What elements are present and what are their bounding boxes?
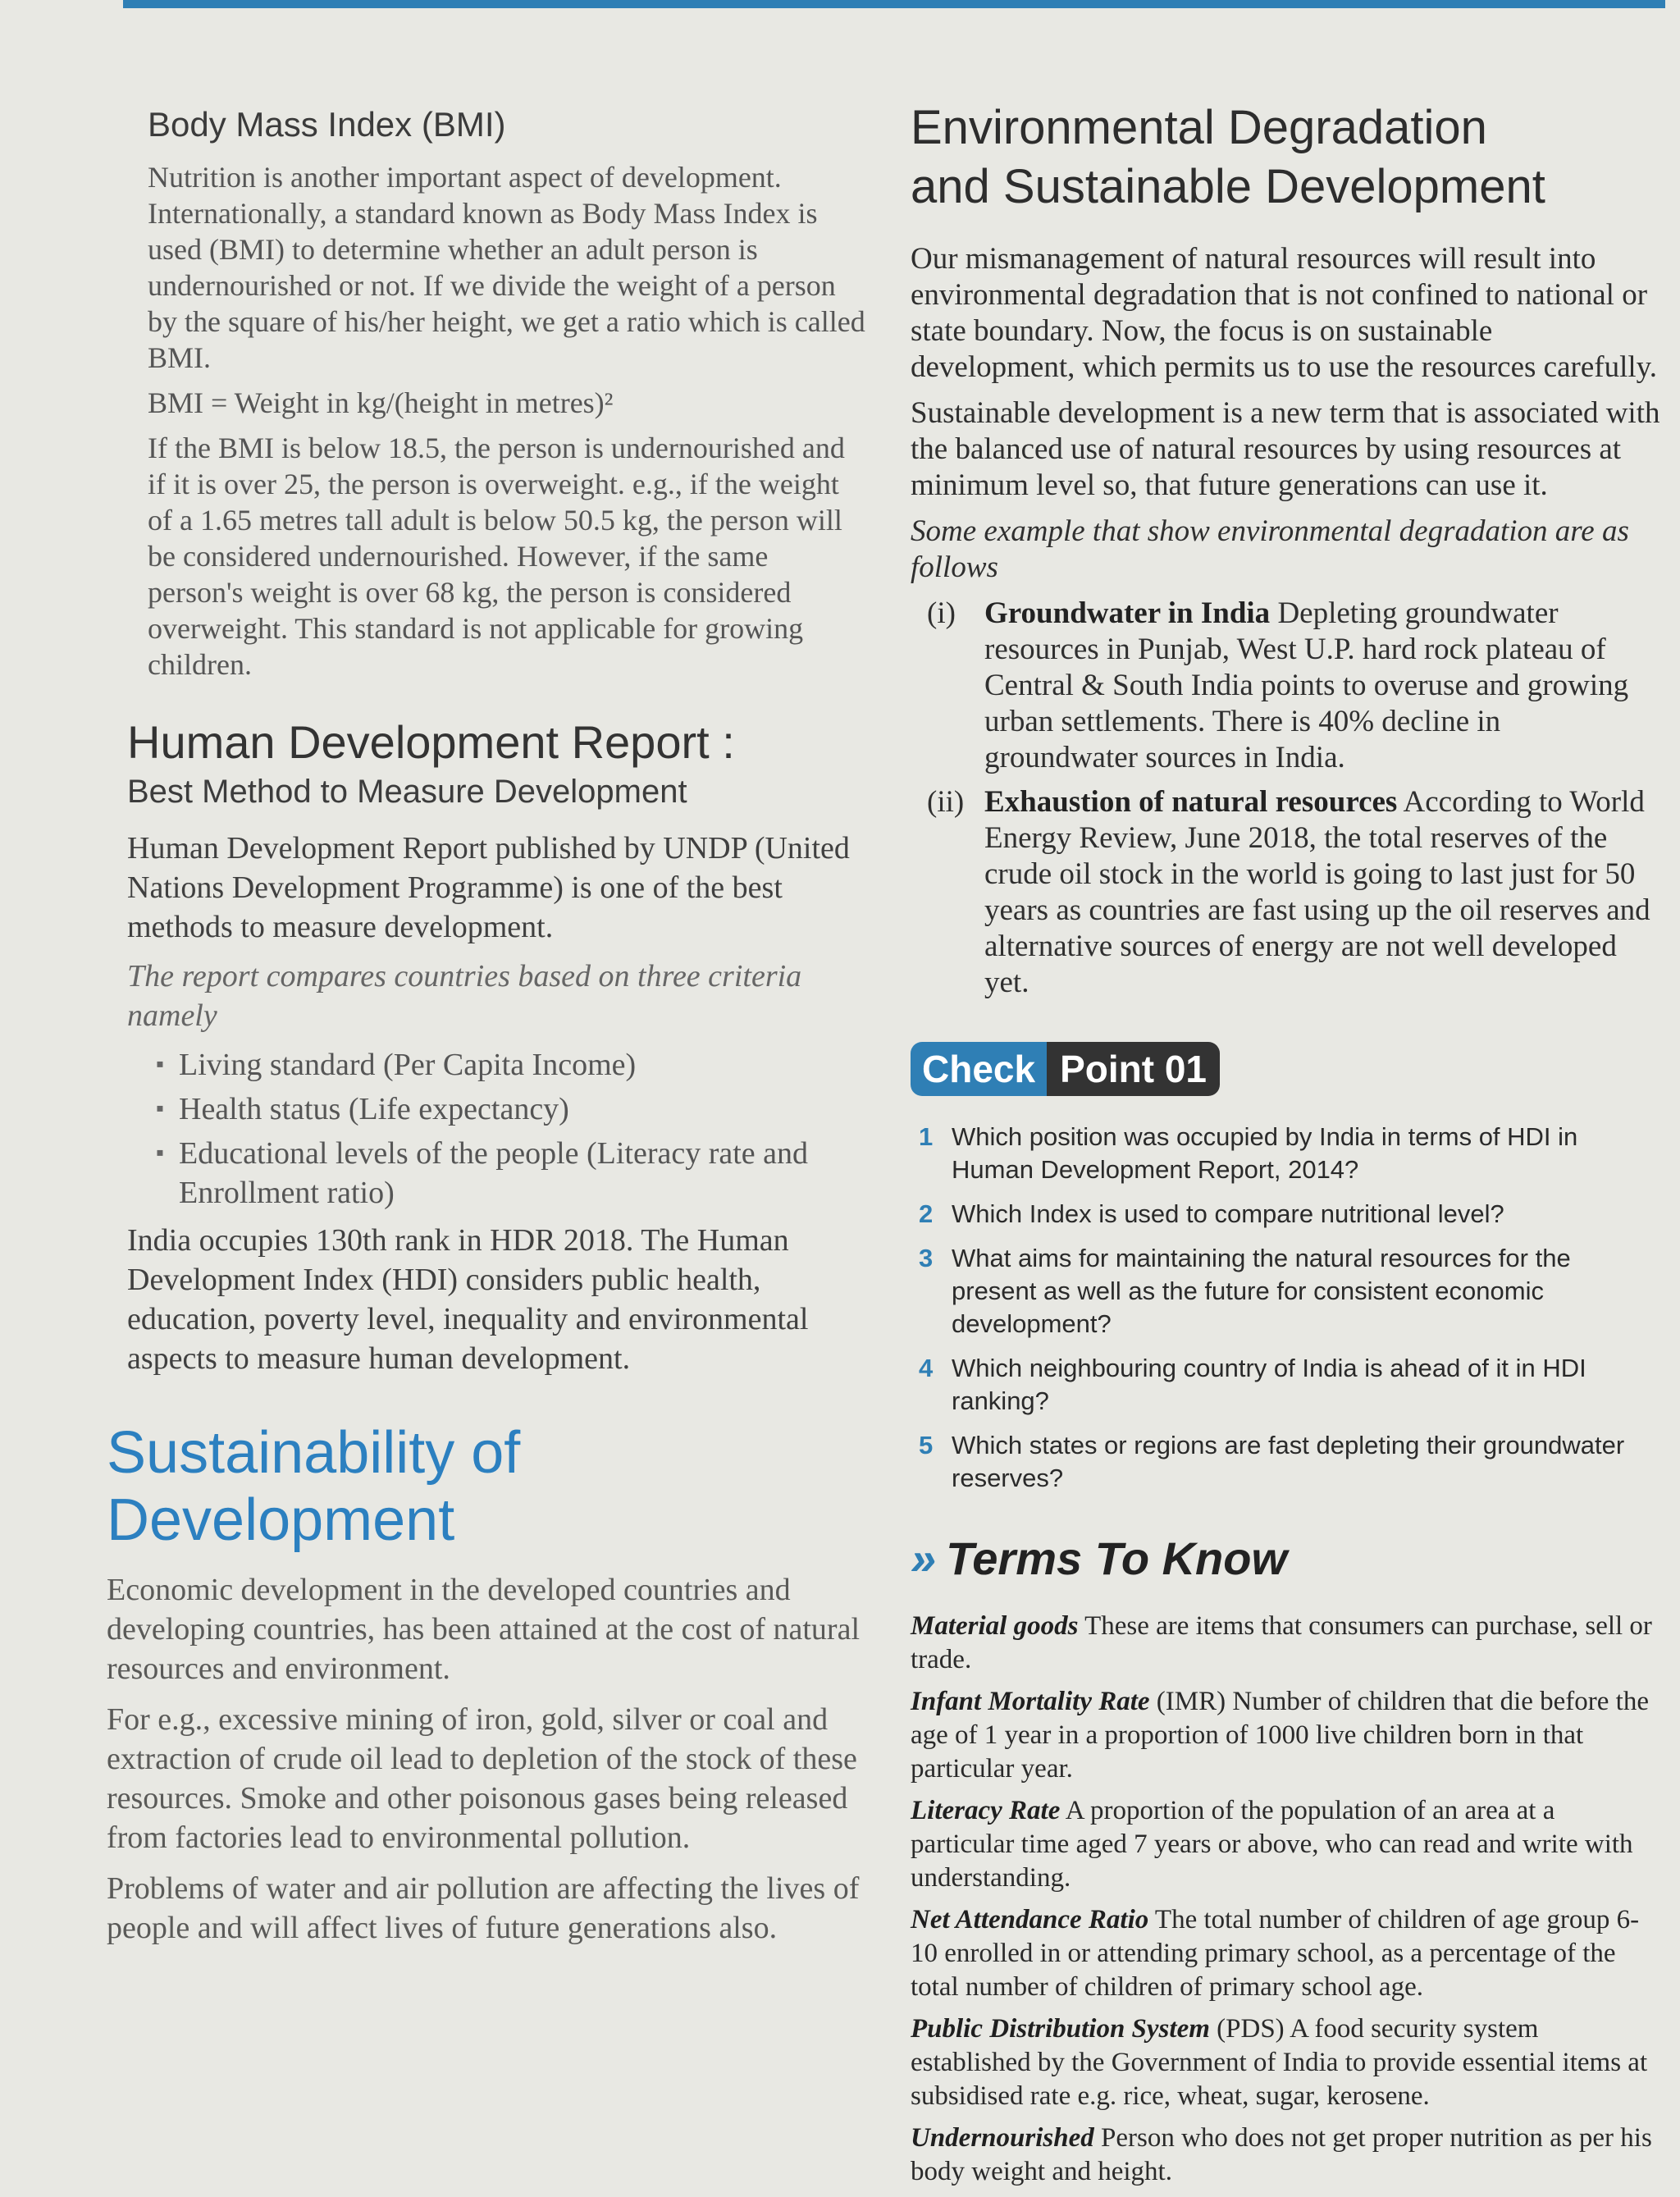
right-column [911, 98, 1661, 2197]
sustainability-paragraph-3: Problems of water and air pollution are affecting the lives of people and will affect lives of future generations also. [107, 1871, 860, 1945]
sustainability-paragraph-2: For e.g., excessive mining of iron, gold, silver or coal and extraction of crude oil lead to depletion of the stock of these resources. Smoke and other poisonous gases being released from factories lead to environmental pollution. [107, 1702, 857, 1855]
question-item [919, 1242, 1661, 1341]
question-number: 4 [919, 1354, 934, 1382]
term-item [911, 1794, 1661, 1895]
hdr-paragraph-3: India occupies 130th rank in HDR 2018. The Human Development Index (HDI) considers public health, education, poverty level, inequality and environmental aspects to measure human development. [127, 1223, 809, 1376]
question-item [919, 1198, 1661, 1231]
example-item [927, 596, 1661, 776]
hdr-paragraph-1: Human Development Report published by UNDP (United Nations Development Programme) is one of the best methods to measure development. [127, 831, 850, 944]
criteria-list [156, 1045, 870, 1213]
term-definition: Person who does not get proper nutrition as per his body weight and height. [911, 2123, 1652, 2186]
example-title: Groundwater in India [984, 596, 1271, 630]
bmi-heading: Body Mass Index (BMI) [148, 105, 506, 144]
term-name: Undernourished [911, 2123, 1094, 2153]
question-list [911, 1121, 1661, 1495]
criteria-item: ▪ Living standard (Per Capita Income) [156, 1045, 870, 1085]
term-definition: The total number of children of age group 6-10 enrolled in or attending primary school, as a percentage of the total number of children of primary school age. [911, 1905, 1640, 2002]
question-item [919, 1352, 1661, 1418]
checkpoint-label-point: Point 01 [1047, 1042, 1220, 1096]
question-text: Which neighbouring country of India is ahead of it in HDI ranking? [952, 1354, 1586, 1415]
environment-paragraph-1: Our mismanagement of natural resources will result into environmental degradation that is not confined to national or state boundary. Now, the focus is on sustainable development, which permits us to use the resources carefully. [911, 242, 1657, 384]
term-item [911, 1610, 1661, 1677]
checkpoint-badge [911, 1042, 1220, 1096]
bmi-paragraph-1: Nutrition is another important aspect of development. Internationally, a standard known as Body Mass Index is used (BMI) to determine whether an adult person is undernourished or not. If we divide the weight of a person by the square of his/her height, we get a ratio which is called BMI. [148, 161, 865, 374]
sustainability-paragraph-1: Economic development in the developed countries and developing countries, has been attained at the cost of natural resources and environment. [107, 1573, 861, 1686]
term-definition: (PDS) A food security system established by the Government of India to provide essential items at subsidised rate e.g. rice, wheat, sugar, kerosene. [911, 2014, 1648, 2111]
question-text: Which Index is used to compare nutritional level? [952, 1199, 1504, 1228]
question-number: 3 [919, 1244, 934, 1272]
example-number: (ii) [927, 785, 965, 819]
question-number: 1 [919, 1122, 934, 1151]
term-definition: (IMR) Number of children that die before the age of 1 year in a proportion of 1000 live children born in that particular year. [911, 1687, 1650, 1784]
term-item [911, 1903, 1661, 2004]
criteria-item: ▪ Educational levels of the people (Literacy rate and Enrollment ratio) [156, 1134, 870, 1213]
example-item [927, 784, 1661, 1001]
example-number: (i) [927, 596, 956, 630]
double-chevron-icon: » [911, 1532, 937, 1584]
hdr-subheading: Best Method to Measure Development [127, 774, 687, 810]
term-definition: A proportion of the population of an area at a particular time aged 7 years or above, who can read and write with understanding. [911, 1796, 1633, 1893]
question-item [919, 1429, 1661, 1495]
question-number: 2 [919, 1199, 934, 1228]
question-text: Which states or regions are fast depleting their groundwater reserves? [952, 1431, 1625, 1492]
question-item [919, 1121, 1661, 1186]
hdr-paragraph-2: The report compares countries based on three criteria namely [127, 959, 802, 1033]
bmi-paragraph-2: If the BMI is below 18.5, the person is undernourished and if it is over 25, the person is overweight. e.g., if the weight of a 1.65 metres tall adult is below 50.5 kg, the person will be considered undernourished. However, if the same person's weight is over 68 kg, the person is considered overweight. This standard is not applicable for growing children. [148, 432, 845, 681]
sustainability-heading: Sustainability of Development [107, 1420, 521, 1553]
checkpoint-label-check: Check [911, 1042, 1047, 1096]
example-text: According to World Energy Review, June 2018, the total reserves of the crude oil stock in the world is going to last just for 50 years as countries are fast using up the oil reserves and alternative sources of energy are not well developed yet. [984, 785, 1650, 999]
top-rule [123, 0, 1665, 8]
left-column [90, 98, 870, 1959]
terms-heading-text: Terms To Know [946, 1532, 1288, 1584]
terms-heading [911, 1532, 1661, 1585]
environment-heading-line-2: and Sustainable Development [911, 160, 1545, 213]
environment-paragraph-3: Some example that show environmental degradation are as follows [911, 514, 1629, 584]
criteria-item: ▪ Health status (Life expectancy) [156, 1089, 870, 1129]
term-name: Infant Mortality Rate [911, 1687, 1150, 1716]
example-text: Depleting groundwater resources in Punjab, West U.P. hard rock plateau of Central & South India points to overuse and growing urban settlements. There is 40% decline in groundwater sources in India. [984, 596, 1629, 774]
term-item [911, 1685, 1661, 1786]
example-title: Exhaustion of natural resources [984, 785, 1398, 819]
term-name: Literacy Rate [911, 1796, 1061, 1825]
environment-heading [911, 98, 1661, 217]
terms-list [911, 1610, 1661, 2189]
question-number: 5 [919, 1431, 934, 1459]
environment-heading-line-1: Environmental Degradation [911, 101, 1487, 154]
term-name: Net Attendance Ratio [911, 1905, 1149, 1934]
term-item [911, 2012, 1661, 2113]
term-name: Public Distribution System [911, 2014, 1210, 2044]
examples-list [927, 596, 1661, 1001]
hdr-heading: Human Development Report : [127, 716, 735, 768]
term-item [911, 2122, 1661, 2189]
bmi-formula: BMI = Weight in kg/(height in metres)² [148, 386, 614, 419]
environment-paragraph-2: Sustainable development is a new term that is associated with the balanced use of natural resources by using resources at minimum level so, that future generations can use it. [911, 396, 1660, 502]
question-text: What aims for maintaining the natural resources for the present as well as the future for consistent economic development? [952, 1244, 1571, 1338]
term-definition: These are items that consumers can purchase, sell or trade. [911, 1611, 1652, 1674]
question-text: Which position was occupied by India in terms of HDI in Human Development Report, 2014? [952, 1122, 1578, 1184]
term-name: Material goods [911, 1611, 1079, 1641]
